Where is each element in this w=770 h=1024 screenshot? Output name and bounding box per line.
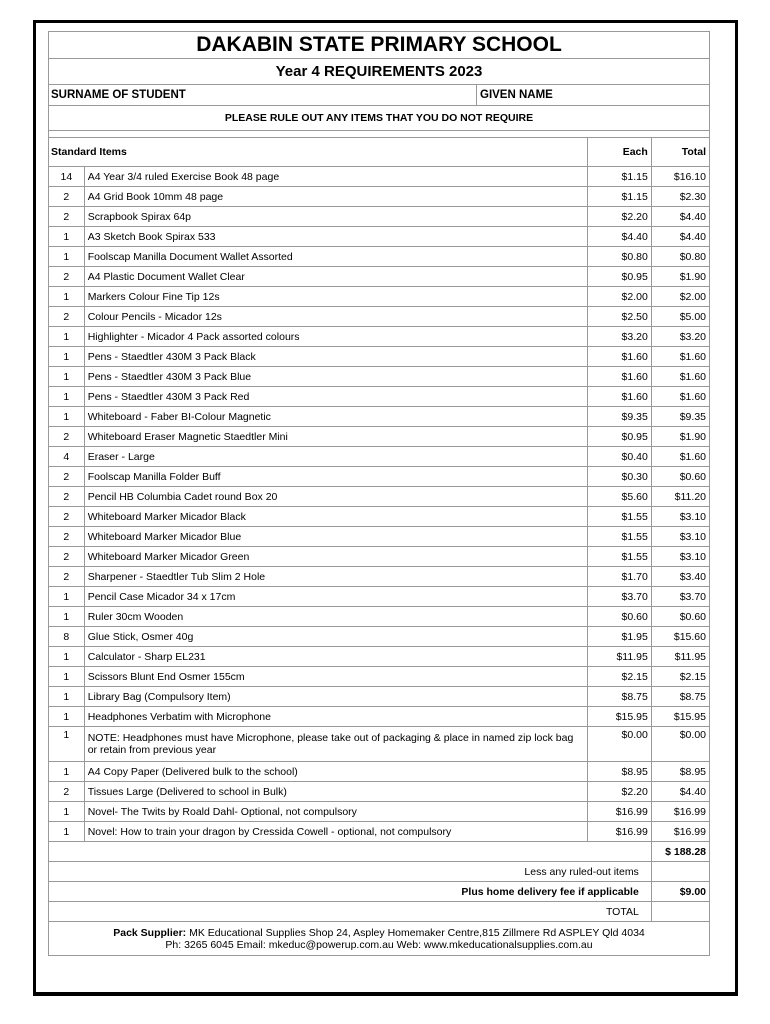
item-total-price: $3.10 bbox=[651, 527, 709, 547]
table-row[interactable] bbox=[49, 327, 710, 347]
supplier-info bbox=[48, 922, 710, 956]
surname-field[interactable]: SURNAME OF STUDENT bbox=[49, 85, 477, 105]
table-row[interactable] bbox=[49, 627, 710, 647]
delivery-label: Plus home delivery fee if applicable bbox=[49, 882, 652, 902]
item-each-price: $1.55 bbox=[587, 547, 651, 567]
table-row[interactable] bbox=[49, 347, 710, 367]
item-each-price: $1.60 bbox=[587, 387, 651, 407]
item-each-price: $9.35 bbox=[587, 407, 651, 427]
item-each-price: $0.40 bbox=[587, 447, 651, 467]
item-description: Sharpener - Staedtler Tub Slim 2 Hole bbox=[84, 567, 587, 587]
item-description: Pencil Case Micador 34 x 17cm bbox=[84, 587, 587, 607]
item-description: Colour Pencils - Micador 12s bbox=[84, 307, 587, 327]
item-total-price: $15.60 bbox=[651, 627, 709, 647]
item-quantity: 1 bbox=[49, 227, 85, 247]
divider bbox=[48, 130, 710, 137]
item-description: Whiteboard Eraser Magnetic Staedtler Mini bbox=[84, 427, 587, 447]
table-row[interactable] bbox=[49, 167, 710, 187]
table-row[interactable] bbox=[49, 207, 710, 227]
item-description: Pens - Staedtler 430M 3 Pack Red bbox=[84, 387, 587, 407]
item-total-price: $15.95 bbox=[651, 707, 709, 727]
item-description: Scrapbook Spirax 64p bbox=[84, 207, 587, 227]
grand-total-spacer bbox=[49, 842, 652, 862]
item-quantity: 2 bbox=[49, 207, 85, 227]
year-title: Year 4 REQUIREMENTS 2023 bbox=[48, 58, 710, 84]
item-quantity: 1 bbox=[49, 607, 85, 627]
item-total-price: $3.40 bbox=[651, 567, 709, 587]
table-row[interactable] bbox=[49, 487, 710, 507]
item-each-price: $1.60 bbox=[587, 347, 651, 367]
item-each-price: $11.95 bbox=[587, 647, 651, 667]
item-each-price: $1.70 bbox=[587, 567, 651, 587]
item-quantity: 2 bbox=[49, 507, 85, 527]
item-quantity: 1 bbox=[49, 822, 85, 842]
item-total-price: $3.70 bbox=[651, 587, 709, 607]
table-row[interactable] bbox=[49, 287, 710, 307]
item-total-price: $4.40 bbox=[651, 227, 709, 247]
item-total-price: $0.60 bbox=[651, 607, 709, 627]
supplier-line-1 bbox=[49, 927, 709, 939]
item-description: Whiteboard Marker Micador Blue bbox=[84, 527, 587, 547]
item-total-price: $4.40 bbox=[651, 207, 709, 227]
table-row[interactable] bbox=[49, 527, 710, 547]
item-total-price: $11.95 bbox=[651, 647, 709, 667]
item-total-price: $16.99 bbox=[651, 822, 709, 842]
item-description: Headphones Verbatim with Microphone bbox=[84, 707, 587, 727]
item-each-price: $2.15 bbox=[587, 667, 651, 687]
item-total-price: $4.40 bbox=[651, 782, 709, 802]
item-quantity: 1 bbox=[49, 707, 85, 727]
table-row[interactable] bbox=[49, 647, 710, 667]
less-row bbox=[49, 862, 710, 882]
item-quantity: 1 bbox=[49, 327, 85, 347]
item-each-price: $1.15 bbox=[587, 187, 651, 207]
item-total-price: $0.00 bbox=[651, 727, 709, 762]
delivery-row bbox=[49, 882, 710, 902]
item-total-price: $8.75 bbox=[651, 687, 709, 707]
item-total-price: $16.99 bbox=[651, 802, 709, 822]
item-description: A4 Copy Paper (Delivered bulk to the school) bbox=[84, 762, 587, 782]
item-total-price: $3.10 bbox=[651, 547, 709, 567]
item-description: Novel: How to train your dragon by Cressida Cowell - optional, not compulsory bbox=[84, 822, 587, 842]
item-total-price: $16.10 bbox=[651, 167, 709, 187]
item-total-price: $1.60 bbox=[651, 447, 709, 467]
table-row[interactable] bbox=[49, 407, 710, 427]
item-quantity: 2 bbox=[49, 527, 85, 547]
item-description: Whiteboard Marker Micador Black bbox=[84, 507, 587, 527]
item-description: Tissues Large (Delivered to school in Bulk) bbox=[84, 782, 587, 802]
item-description: Novel- The Twits by Roald Dahl- Optional, not compulsory bbox=[84, 802, 587, 822]
item-total-price: $1.60 bbox=[651, 387, 709, 407]
table-row[interactable] bbox=[49, 587, 710, 607]
item-quantity: 2 bbox=[49, 467, 85, 487]
item-quantity: 1 bbox=[49, 387, 85, 407]
delivery-fee-value: $9.00 bbox=[651, 882, 709, 902]
rule-out-note: PLEASE RULE OUT ANY ITEMS THAT YOU DO NOT REQUIRE bbox=[48, 105, 710, 130]
item-each-price: $15.95 bbox=[587, 707, 651, 727]
item-description: Foolscap Manilla Folder Buff bbox=[84, 467, 587, 487]
item-each-price: $16.99 bbox=[587, 822, 651, 842]
item-total-price: $2.15 bbox=[651, 667, 709, 687]
item-each-price: $1.60 bbox=[587, 367, 651, 387]
item-quantity: 2 bbox=[49, 307, 85, 327]
table-row[interactable] bbox=[49, 687, 710, 707]
table-row[interactable] bbox=[49, 727, 710, 762]
total-value[interactable] bbox=[651, 902, 709, 922]
table-row[interactable] bbox=[49, 427, 710, 447]
item-each-price: $4.40 bbox=[587, 227, 651, 247]
item-each-price: $16.99 bbox=[587, 802, 651, 822]
item-quantity: 1 bbox=[49, 587, 85, 607]
item-total-price: $5.00 bbox=[651, 307, 709, 327]
item-each-price: $8.75 bbox=[587, 687, 651, 707]
given-name-field[interactable]: GIVEN NAME bbox=[480, 89, 553, 101]
grand-total-value: $ 188.28 bbox=[651, 842, 709, 862]
each-header: Each bbox=[587, 138, 651, 167]
item-quantity: 1 bbox=[49, 367, 85, 387]
item-each-price: $2.20 bbox=[587, 782, 651, 802]
item-quantity: 1 bbox=[49, 247, 85, 267]
item-each-price: $3.70 bbox=[587, 587, 651, 607]
table-row[interactable] bbox=[49, 267, 710, 287]
item-total-price: $0.60 bbox=[651, 467, 709, 487]
item-description: Whiteboard Marker Micador Green bbox=[84, 547, 587, 567]
table-row[interactable] bbox=[49, 707, 710, 727]
supplier-label: Pack Supplier: bbox=[113, 927, 187, 939]
item-description: Pencil HB Columbia Cadet round Box 20 bbox=[84, 487, 587, 507]
item-each-price: $1.55 bbox=[587, 527, 651, 547]
item-description: A4 Plastic Document Wallet Clear bbox=[84, 267, 587, 287]
item-quantity: 2 bbox=[49, 567, 85, 587]
item-description: Pens - Staedtler 430M 3 Pack Blue bbox=[84, 367, 587, 387]
item-total-price: $3.10 bbox=[651, 507, 709, 527]
table-row[interactable] bbox=[49, 547, 710, 567]
item-description: Glue Stick, Osmer 40g bbox=[84, 627, 587, 647]
item-each-price: $0.80 bbox=[587, 247, 651, 267]
table-row[interactable] bbox=[49, 607, 710, 627]
total-label: TOTAL bbox=[49, 902, 652, 922]
item-description: Calculator - Sharp EL231 bbox=[84, 647, 587, 667]
item-each-price: $5.60 bbox=[587, 487, 651, 507]
item-total-price: $3.20 bbox=[651, 327, 709, 347]
table-row[interactable] bbox=[49, 187, 710, 207]
item-description: Eraser - Large bbox=[84, 447, 587, 467]
item-total-price: $8.95 bbox=[651, 762, 709, 782]
table-row[interactable] bbox=[49, 227, 710, 247]
school-title: DAKABIN STATE PRIMARY SCHOOL bbox=[48, 31, 710, 58]
table-row[interactable] bbox=[49, 307, 710, 327]
item-each-price: $8.95 bbox=[587, 762, 651, 782]
grand-total-row bbox=[49, 842, 710, 862]
item-total-price: $2.30 bbox=[651, 187, 709, 207]
table-row[interactable] bbox=[49, 387, 710, 407]
item-each-price: $0.60 bbox=[587, 607, 651, 627]
table-row[interactable] bbox=[49, 667, 710, 687]
table-row[interactable] bbox=[49, 782, 710, 802]
item-total-price: $1.60 bbox=[651, 367, 709, 387]
student-name-row bbox=[48, 84, 710, 105]
item-total-price: $2.00 bbox=[651, 287, 709, 307]
item-description: Markers Colour Fine Tip 12s bbox=[84, 287, 587, 307]
total-header: Total bbox=[651, 138, 709, 167]
item-quantity: 1 bbox=[49, 667, 85, 687]
item-quantity: 14 bbox=[49, 167, 85, 187]
item-total-price: $9.35 bbox=[651, 407, 709, 427]
item-quantity: 1 bbox=[49, 287, 85, 307]
item-quantity: 2 bbox=[49, 187, 85, 207]
table-row[interactable] bbox=[49, 762, 710, 782]
item-quantity: 2 bbox=[49, 547, 85, 567]
item-quantity: 1 bbox=[49, 802, 85, 822]
table-row[interactable] bbox=[49, 802, 710, 822]
item-quantity: 2 bbox=[49, 427, 85, 447]
item-total-price: $0.80 bbox=[651, 247, 709, 267]
items-table bbox=[48, 137, 710, 922]
table-row[interactable] bbox=[49, 567, 710, 587]
table-row[interactable] bbox=[49, 822, 710, 842]
item-quantity: 1 bbox=[49, 727, 85, 762]
item-quantity: 1 bbox=[49, 762, 85, 782]
item-quantity: 1 bbox=[49, 407, 85, 427]
item-each-price: $1.15 bbox=[587, 167, 651, 187]
item-description: Ruler 30cm Wooden bbox=[84, 607, 587, 627]
item-total-price: $1.60 bbox=[651, 347, 709, 367]
page-frame bbox=[33, 20, 738, 996]
item-quantity: 1 bbox=[49, 647, 85, 667]
item-quantity: 2 bbox=[49, 267, 85, 287]
item-description: A3 Sketch Book Spirax 533 bbox=[84, 227, 587, 247]
item-each-price: $1.95 bbox=[587, 627, 651, 647]
item-description: Scissors Blunt End Osmer 155cm bbox=[84, 667, 587, 687]
item-quantity: 2 bbox=[49, 487, 85, 507]
item-quantity: 1 bbox=[49, 687, 85, 707]
less-label: Less any ruled-out items bbox=[49, 862, 652, 882]
item-each-price: $0.30 bbox=[587, 467, 651, 487]
table-row[interactable] bbox=[49, 247, 710, 267]
item-each-price: $0.95 bbox=[587, 267, 651, 287]
item-each-price: $2.50 bbox=[587, 307, 651, 327]
item-each-price: $0.00 bbox=[587, 727, 651, 762]
item-total-price: $11.20 bbox=[651, 487, 709, 507]
item-each-price: $2.20 bbox=[587, 207, 651, 227]
item-description: Whiteboard - Faber BI-Colour Magnetic bbox=[84, 407, 587, 427]
item-description: Pens - Staedtler 430M 3 Pack Black bbox=[84, 347, 587, 367]
item-description: Library Bag (Compulsory Item) bbox=[84, 687, 587, 707]
item-description: A4 Year 3/4 ruled Exercise Book 48 page bbox=[84, 167, 587, 187]
item-description: A4 Grid Book 10mm 48 page bbox=[84, 187, 587, 207]
item-total-price: $1.90 bbox=[651, 427, 709, 447]
item-description: Foolscap Manilla Document Wallet Assorted bbox=[84, 247, 587, 267]
item-quantity: 1 bbox=[49, 347, 85, 367]
table-row[interactable] bbox=[49, 447, 710, 467]
supplier-address: MK Educational Supplies Shop 24, Aspley Homemaker Centre,815 Zillmere Rd ASPLEY Qld 4034 bbox=[189, 927, 645, 939]
item-each-price: $2.00 bbox=[587, 287, 651, 307]
less-value[interactable] bbox=[651, 862, 709, 882]
section-label: Standard Items bbox=[49, 138, 588, 167]
item-each-price: $0.95 bbox=[587, 427, 651, 447]
item-quantity: 4 bbox=[49, 447, 85, 467]
item-description: NOTE: Headphones must have Microphone, please take out of packaging & place in named zip lock bag or retain from previous year bbox=[84, 727, 587, 762]
item-total-price: $1.90 bbox=[651, 267, 709, 287]
item-quantity: 8 bbox=[49, 627, 85, 647]
item-description: Highlighter - Micador 4 Pack assorted colours bbox=[84, 327, 587, 347]
item-quantity: 2 bbox=[49, 782, 85, 802]
table-row[interactable] bbox=[49, 367, 710, 387]
table-header-row bbox=[49, 138, 710, 167]
item-each-price: $1.55 bbox=[587, 507, 651, 527]
table-row[interactable] bbox=[49, 467, 710, 487]
requirements-form bbox=[48, 31, 710, 956]
table-row[interactable] bbox=[49, 507, 710, 527]
item-each-price: $3.20 bbox=[587, 327, 651, 347]
total-row bbox=[49, 902, 710, 922]
supplier-line-2: Ph: 3265 6045 Email: mkeduc@powerup.com.au Web: www.mkeducationalsupplies.com.au bbox=[165, 939, 593, 951]
